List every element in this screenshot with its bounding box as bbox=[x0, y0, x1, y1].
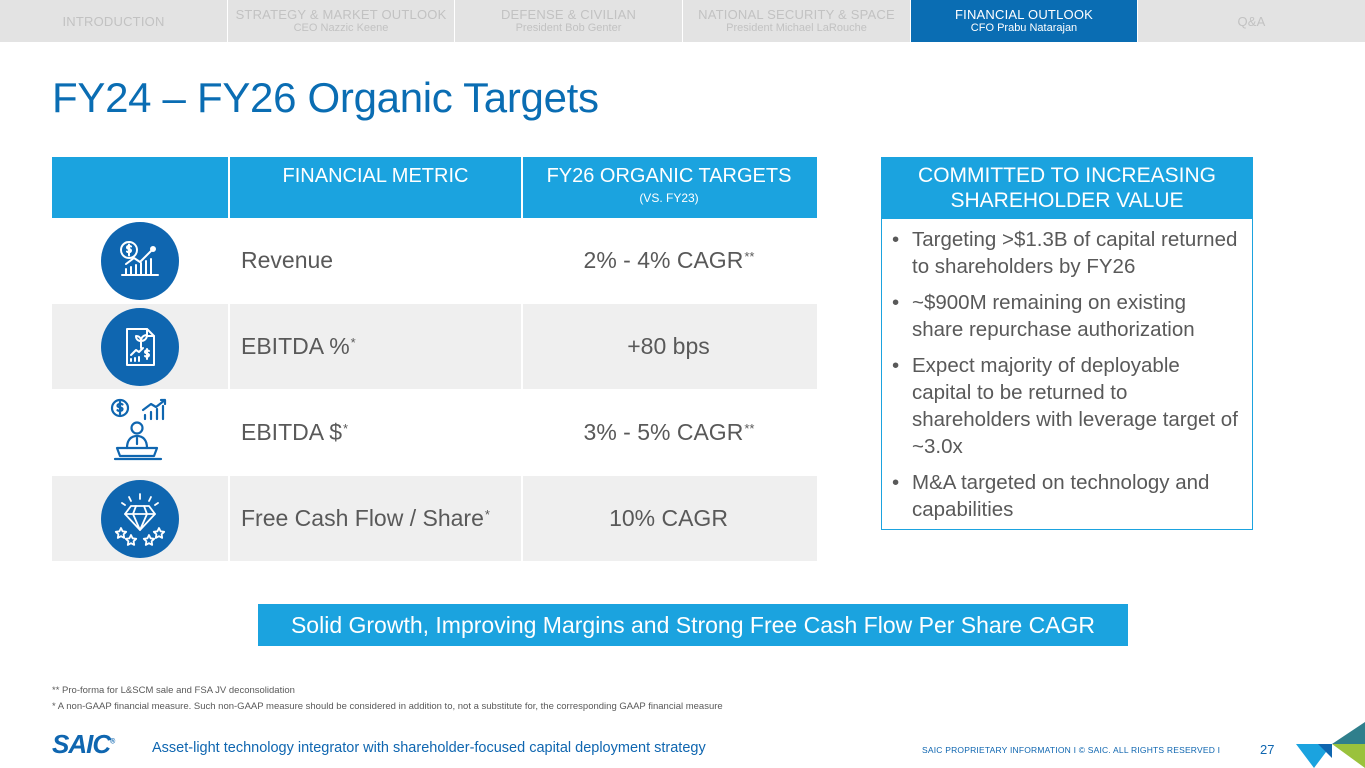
table-row bbox=[52, 218, 817, 304]
target-value: +80 bps bbox=[627, 333, 710, 359]
tab-title: STRATEGY & MARKET OUTLOOK bbox=[235, 7, 447, 22]
diamond-stars-icon bbox=[101, 480, 179, 558]
proprietary-notice: SAIC PROPRIETARY INFORMATION I © SAIC. ALL RIGHTS RESERVED I bbox=[922, 745, 1221, 755]
metric-label: EBITDA $ bbox=[241, 419, 342, 445]
table-row bbox=[52, 476, 817, 562]
footnote-mark: ** bbox=[744, 421, 755, 436]
document-growth-icon bbox=[101, 308, 179, 386]
metric-label: Free Cash Flow / Share bbox=[241, 505, 484, 531]
footnote-mark: ** bbox=[744, 249, 755, 264]
revenue-chart-icon bbox=[101, 222, 179, 300]
tab-subtitle: President Bob Genter bbox=[515, 22, 622, 34]
footer-tagline: Asset-light technology integrator with shareholder-focused capital deployment strategy bbox=[152, 740, 706, 756]
list-item: • Targeting >$1.3B of capital returned to shareholders by FY26 bbox=[892, 226, 1240, 280]
target-cell bbox=[523, 476, 815, 561]
header-metric: FINANCIAL METRIC bbox=[230, 157, 523, 218]
tab-strategy-market-outlook[interactable] bbox=[228, 0, 455, 42]
target-value: 2% - 4% CAGR bbox=[583, 247, 744, 273]
page-number: 27 bbox=[1260, 742, 1275, 757]
shareholder-box-title: COMMITTED TO INCREASING SHAREHOLDER VALUE bbox=[882, 158, 1252, 219]
table-row bbox=[52, 304, 817, 390]
row-icon-cell bbox=[52, 476, 230, 561]
tab-qa[interactable] bbox=[1138, 0, 1365, 42]
metric-cell bbox=[230, 218, 523, 303]
metric-label: Revenue bbox=[241, 247, 334, 273]
row-icon-cell bbox=[52, 390, 230, 475]
tab-title: Q&A bbox=[1237, 13, 1266, 29]
tab-title: FINANCIAL OUTLOOK bbox=[955, 7, 1093, 22]
list-item: • ~$900M remaining on existing share repurchase authorization bbox=[892, 289, 1240, 343]
metric-label: EBITDA % bbox=[241, 333, 350, 359]
tab-title: DEFENSE & CIVILIAN bbox=[500, 7, 637, 22]
metric-cell bbox=[230, 390, 523, 475]
header-icon-cell bbox=[52, 157, 230, 218]
corner-logo-graphic bbox=[1290, 718, 1365, 768]
footnote-mark: * bbox=[350, 335, 356, 350]
header-target-sub: (VS. FY23) bbox=[639, 191, 699, 205]
metric-cell bbox=[230, 476, 523, 561]
row-icon-cell bbox=[52, 218, 230, 303]
header-target-label: FY26 ORGANIC TARGETS bbox=[546, 165, 792, 187]
tab-title: NATIONAL SECURITY & SPACE bbox=[698, 7, 895, 22]
tab-financial-outlook[interactable] bbox=[911, 0, 1138, 42]
list-item: • Expect majority of deployable capital to be returned to shareholders with leverage target of ~3.0x bbox=[892, 352, 1240, 460]
tab-title: INTRODUCTION bbox=[62, 13, 165, 29]
tab-defense-civilian[interactable] bbox=[455, 0, 683, 42]
footnote: * A non-GAAP financial measure. Such non-GAAP measure should be considered in addition to, not a substitute for, the corresponding GAAP financial measure bbox=[52, 701, 723, 712]
tab-subtitle: CFO Prabu Natarajan bbox=[970, 22, 1078, 34]
footnote-mark: * bbox=[342, 421, 349, 436]
target-value: 10% CAGR bbox=[609, 505, 728, 531]
logo-text: SAIC bbox=[52, 729, 111, 759]
tab-subtitle: CEO Nazzic Keene bbox=[293, 22, 389, 34]
summary-banner: Solid Growth, Improving Margins and Strong Free Cash Flow Per Share CAGR bbox=[258, 604, 1128, 646]
shareholder-value-box bbox=[881, 157, 1253, 530]
footnote-mark: * bbox=[484, 507, 490, 522]
targets-table bbox=[52, 157, 817, 562]
table-row bbox=[52, 390, 817, 476]
section-nav bbox=[0, 0, 1365, 42]
list-item: • M&A targeted on technology and capabilities bbox=[892, 469, 1240, 523]
saic-logo bbox=[52, 729, 115, 760]
metric-cell bbox=[230, 304, 523, 389]
logo-mark: ® bbox=[110, 738, 116, 746]
target-cell bbox=[523, 304, 815, 389]
row-icon-cell bbox=[52, 304, 230, 389]
tab-introduction[interactable] bbox=[0, 0, 228, 42]
target-cell bbox=[523, 390, 815, 475]
shareholder-bullets bbox=[882, 219, 1252, 523]
tab-national-security-space[interactable] bbox=[683, 0, 911, 42]
page-title: FY24 – FY26 Organic Targets bbox=[52, 74, 599, 121]
investor-growth-icon bbox=[107, 397, 173, 468]
header-target bbox=[523, 157, 815, 218]
target-cell bbox=[523, 218, 815, 303]
footnote: ** Pro-forma for L&SCM sale and FSA JV deconsolidation bbox=[52, 685, 295, 696]
table-header bbox=[52, 157, 817, 218]
tab-subtitle: President Michael LaRouche bbox=[726, 22, 867, 34]
target-value: 3% - 5% CAGR bbox=[583, 419, 744, 445]
